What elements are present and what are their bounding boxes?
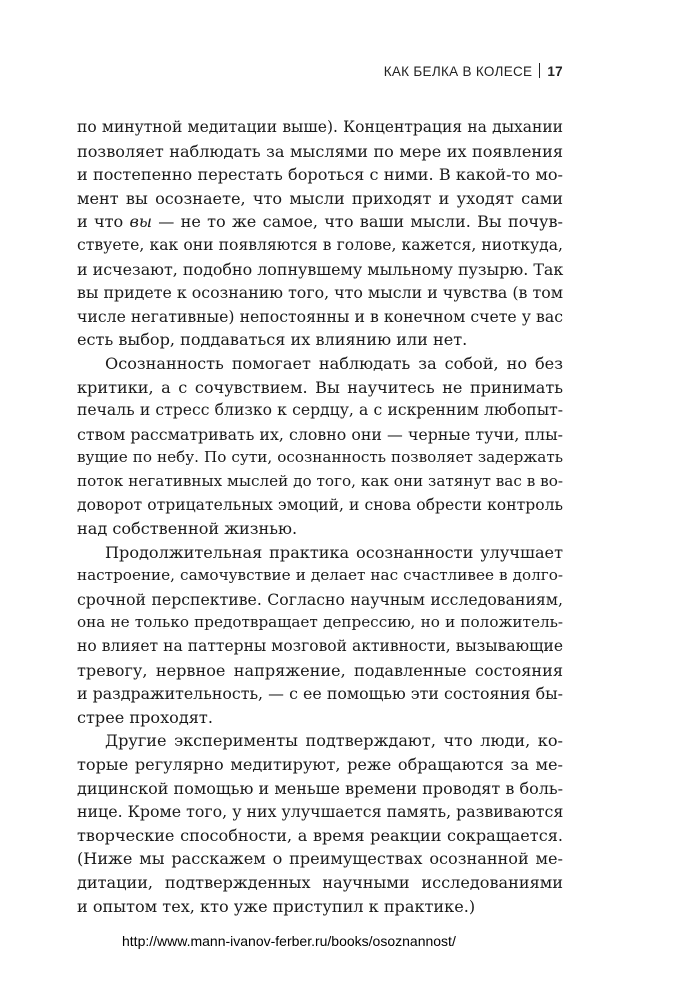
running-title: КАК БЕЛКА В КОЛЕСЕ (383, 64, 533, 79)
text-line: есть выбор, поддаваться их влиянию или нет. (77, 330, 468, 350)
text-line: и раздражительность, — с ее помощью эти состояния бы- (77, 684, 563, 704)
text-line: печаль и стресс близко к сердцу, а с искренним любопыт- (77, 401, 563, 420)
paragraph-1 (77, 116, 563, 352)
text-line: и постепенно перестать бороться с ними. В какой-то мо- (77, 165, 563, 185)
text-line: торые регулярно медитируют, реже обращаются за ме- (77, 755, 563, 775)
header-inner (384, 63, 563, 79)
text-line: вущие по небу. По сути, осознанность позволяет задержать (77, 448, 563, 467)
footer-url: http://www.mann-ivanov-ferber.ru/books/osoznannost/ (122, 933, 456, 949)
text-line: ством рассматривать их, словно они — черные тучи, плы- (77, 424, 563, 444)
text-line: дитации, подтвержденных научными исследованиями (77, 873, 563, 892)
text-line: мент вы осознаете, что мысли приходят и уходят сами (77, 188, 563, 208)
text-run: и что (77, 212, 130, 232)
text-line: дицинской помощью и меньше времени проводят в боль- (77, 778, 563, 798)
text-line: числе негативные) непостоянны и в конечном счете у вас (77, 306, 563, 326)
page-number: 17 (547, 64, 563, 79)
text-run: — не то же самое, что ваши мысли. Вы почув- (151, 212, 563, 232)
text-line: нице. Кроме того, у них улучшается память, развиваются (77, 802, 564, 822)
text-line (77, 210, 563, 234)
text-line: вы придете к осознанию того, что мысли и чувства (в том (77, 283, 563, 303)
text-line: она не только предотвращает депрессию, но и положитель- (77, 613, 563, 632)
text-line: и исчезают, подобно лопнувшему мыльному пузырю. Так (77, 259, 564, 279)
emphasis-text: вы (129, 212, 152, 232)
text-line: но влияет на паттерны мозговой активности, вызывающие (77, 637, 563, 656)
running-header (0, 63, 679, 87)
text-line: срочной перспективе. Согласно научным исследованиям, (77, 589, 563, 609)
body-text (77, 116, 563, 918)
paragraph-4 (77, 729, 563, 918)
text-line: ствуете, как они появляются в голове, кажется, ниоткуда, (77, 235, 563, 254)
text-line: над собственной жизнью. (77, 519, 298, 539)
text-line: тревогу, нервное напряжение, подавленные состояния (77, 660, 563, 680)
text-line: и опытом тех, кто уже приступил к практике.) (77, 896, 476, 916)
text-line: доворот отрицательных эмоций, и снова обрести контроль (77, 495, 563, 514)
text-line: творческие способности, а время реакции сокращается. (77, 825, 563, 845)
text-line: настроение, самочувствие и делает нас счастливее в долго- (77, 566, 563, 585)
text-line: Продолжительная практика осознанности улучшает (105, 542, 563, 562)
text-line: (Ниже мы расскажем о преимуществах осознанной ме- (77, 849, 563, 869)
paragraph-2 (77, 352, 563, 541)
text-line: Осознанность помогает наблюдать за собой, но без (105, 353, 563, 373)
header-divider (539, 63, 540, 78)
paragraph-3 (77, 541, 563, 730)
text-line: стрее проходят. (77, 707, 213, 727)
text-line: критики, а с сочувствием. Вы научитесь не принимать (77, 377, 563, 397)
text-line: позволяет наблюдать за мыслями по мере их появления (77, 141, 563, 161)
text-line: по минутной медитации выше). Концентрация на дыхании (77, 118, 563, 136)
text-line: поток негативных мыслей до того, как они затянут вас в во- (77, 471, 563, 490)
text-line: Другие эксперименты подтверждают, что люди, ко- (105, 731, 563, 751)
